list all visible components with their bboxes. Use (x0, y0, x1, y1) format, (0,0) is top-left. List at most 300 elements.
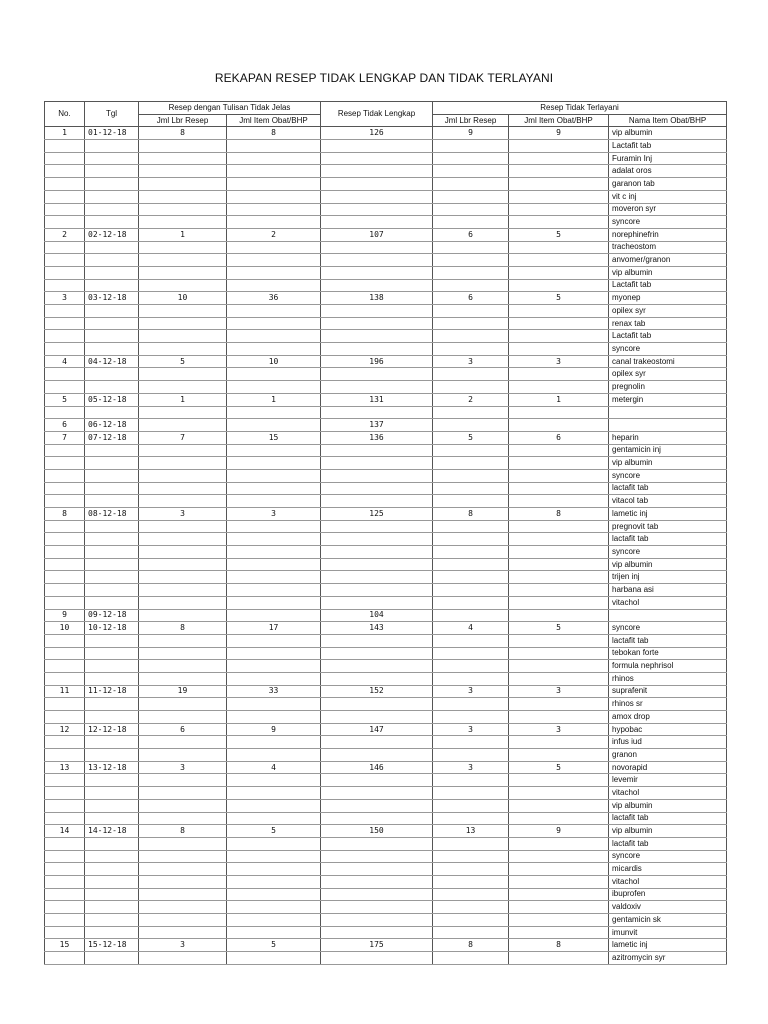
cell-terlayani-jml-lbr (433, 596, 509, 609)
cell-jelas-jml-item (227, 165, 321, 178)
cell-terlayani-jml-lbr (433, 254, 509, 267)
cell-tgl: 07-12-18 (85, 431, 139, 444)
cell-tgl (85, 254, 139, 267)
cell-terlayani-jml-item (509, 317, 609, 330)
cell-terlayani-jml-lbr: 9 (433, 127, 509, 140)
cell-terlayani-jml-item (509, 596, 609, 609)
rekap-table (44, 101, 727, 965)
cell-terlayani-nama-item: norephinefrin (609, 228, 727, 241)
cell-jelas-jml-lbr (139, 596, 227, 609)
cell-jelas-jml-lbr (139, 787, 227, 800)
table-row-item (45, 368, 727, 381)
cell-terlayani-nama-item: lactafit tab (609, 634, 727, 647)
cell-terlayani-jml-lbr (433, 901, 509, 914)
cell-resep-tidak-lengkap (321, 216, 433, 229)
cell-resep-tidak-lengkap (321, 152, 433, 165)
header-terlayani-jml-lbr: Jml Lbr Resep (433, 114, 509, 127)
table-row-day (45, 228, 727, 241)
cell-terlayani-nama-item: rhinos (609, 672, 727, 685)
cell-terlayani-jml-item (509, 279, 609, 292)
cell-jelas-jml-item (227, 343, 321, 356)
cell-no (45, 152, 85, 165)
cell-jelas-jml-lbr (139, 837, 227, 850)
cell-jelas-jml-lbr (139, 203, 227, 216)
cell-tgl (85, 952, 139, 965)
cell-terlayani-nama-item: opilex syr (609, 368, 727, 381)
cell-terlayani-nama-item: vip albumin (609, 127, 727, 140)
cell-resep-tidak-lengkap (321, 165, 433, 178)
cell-no (45, 787, 85, 800)
cell-terlayani-jml-item (509, 165, 609, 178)
table-row-item (45, 279, 727, 292)
cell-jelas-jml-item (227, 711, 321, 724)
cell-jelas-jml-item (227, 317, 321, 330)
cell-jelas-jml-lbr: 5 (139, 355, 227, 368)
cell-terlayani-nama-item: micardis (609, 863, 727, 876)
cell-jelas-jml-lbr (139, 190, 227, 203)
cell-terlayani-nama-item: imunvit (609, 926, 727, 939)
table-row-item (45, 952, 727, 965)
cell-terlayani-jml-item (509, 799, 609, 812)
cell-terlayani-nama-item: novorapid (609, 761, 727, 774)
cell-terlayani-nama-item: renax tab (609, 317, 727, 330)
cell-no (45, 837, 85, 850)
cell-no (45, 266, 85, 279)
cell-no (45, 914, 85, 927)
table-row-item (45, 520, 727, 533)
header-group-tidak-terlayani: Resep Tidak Terlayani (433, 102, 727, 115)
cell-terlayani-jml-lbr (433, 558, 509, 571)
cell-terlayani-nama-item: anvomer/granon (609, 254, 727, 267)
cell-no (45, 711, 85, 724)
cell-terlayani-jml-item (509, 609, 609, 622)
cell-jelas-jml-item (227, 178, 321, 191)
table-row-item (45, 837, 727, 850)
cell-tgl: 02-12-18 (85, 228, 139, 241)
cell-resep-tidak-lengkap (321, 711, 433, 724)
cell-jelas-jml-item (227, 634, 321, 647)
cell-resep-tidak-lengkap (321, 406, 433, 419)
cell-jelas-jml-item: 2 (227, 228, 321, 241)
cell-terlayani-jml-item: 3 (509, 355, 609, 368)
cell-resep-tidak-lengkap (321, 140, 433, 153)
cell-jelas-jml-lbr: 1 (139, 393, 227, 406)
cell-terlayani-nama-item: vitachol (609, 875, 727, 888)
cell-terlayani-nama-item: Lactafit tab (609, 330, 727, 343)
cell-terlayani-jml-lbr (433, 660, 509, 673)
cell-terlayani-jml-lbr: 8 (433, 508, 509, 521)
table-row-item (45, 533, 727, 546)
table-header (45, 102, 727, 127)
cell-no (45, 241, 85, 254)
cell-resep-tidak-lengkap (321, 863, 433, 876)
cell-jelas-jml-item (227, 203, 321, 216)
cell-no: 12 (45, 723, 85, 736)
table-row-item (45, 774, 727, 787)
cell-terlayani-nama-item: amox drop (609, 711, 727, 724)
cell-jelas-jml-lbr (139, 850, 227, 863)
cell-resep-tidak-lengkap (321, 571, 433, 584)
cell-tgl (85, 736, 139, 749)
table-row-item (45, 863, 727, 876)
cell-terlayani-jml-lbr: 4 (433, 622, 509, 635)
cell-no (45, 774, 85, 787)
cell-resep-tidak-lengkap (321, 444, 433, 457)
cell-no (45, 406, 85, 419)
cell-jelas-jml-item (227, 698, 321, 711)
cell-tgl (85, 850, 139, 863)
cell-resep-tidak-lengkap: 104 (321, 609, 433, 622)
cell-no (45, 254, 85, 267)
cell-resep-tidak-lengkap (321, 634, 433, 647)
cell-jelas-jml-item (227, 672, 321, 685)
cell-jelas-jml-lbr (139, 901, 227, 914)
cell-terlayani-jml-lbr (433, 457, 509, 470)
cell-jelas-jml-lbr (139, 317, 227, 330)
cell-resep-tidak-lengkap (321, 241, 433, 254)
cell-jelas-jml-item (227, 406, 321, 419)
cell-jelas-jml-item (227, 558, 321, 571)
cell-tgl (85, 749, 139, 762)
cell-terlayani-jml-item (509, 203, 609, 216)
cell-terlayani-nama-item: vip albumin (609, 558, 727, 571)
cell-jelas-jml-lbr (139, 546, 227, 559)
cell-terlayani-jml-lbr (433, 698, 509, 711)
cell-jelas-jml-lbr (139, 533, 227, 546)
cell-terlayani-nama-item: heparin (609, 431, 727, 444)
cell-terlayani-jml-lbr (433, 190, 509, 203)
cell-no (45, 305, 85, 318)
cell-jelas-jml-item: 15 (227, 431, 321, 444)
cell-jelas-jml-lbr (139, 736, 227, 749)
cell-terlayani-nama-item: syncore (609, 850, 727, 863)
cell-terlayani-jml-item (509, 305, 609, 318)
cell-tgl: 12-12-18 (85, 723, 139, 736)
cell-terlayani-nama-item: syncore (609, 546, 727, 559)
cell-jelas-jml-lbr (139, 178, 227, 191)
cell-terlayani-jml-item (509, 647, 609, 660)
cell-terlayani-jml-item (509, 634, 609, 647)
cell-resep-tidak-lengkap (321, 749, 433, 762)
cell-no (45, 926, 85, 939)
cell-terlayani-nama-item: syncore (609, 622, 727, 635)
cell-terlayani-nama-item: lametic inj (609, 508, 727, 521)
cell-terlayani-nama-item: infus iud (609, 736, 727, 749)
cell-resep-tidak-lengkap (321, 952, 433, 965)
cell-resep-tidak-lengkap (321, 203, 433, 216)
cell-terlayani-jml-item: 9 (509, 825, 609, 838)
cell-jelas-jml-item (227, 419, 321, 432)
table-row-day (45, 431, 727, 444)
cell-terlayani-nama-item: hypobac (609, 723, 727, 736)
cell-jelas-jml-lbr (139, 609, 227, 622)
cell-terlayani-jml-item: 3 (509, 685, 609, 698)
cell-terlayani-jml-item (509, 444, 609, 457)
cell-resep-tidak-lengkap (321, 558, 433, 571)
cell-terlayani-nama-item: tebokan forte (609, 647, 727, 660)
cell-terlayani-nama-item: lametic inj (609, 939, 727, 952)
cell-terlayani-nama-item: lactafit tab (609, 482, 727, 495)
cell-terlayani-nama-item (609, 419, 727, 432)
cell-jelas-jml-item (227, 914, 321, 927)
cell-resep-tidak-lengkap (321, 266, 433, 279)
cell-terlayani-jml-lbr (433, 330, 509, 343)
cell-terlayani-jml-item: 6 (509, 431, 609, 444)
cell-jelas-jml-lbr (139, 495, 227, 508)
cell-terlayani-jml-lbr (433, 584, 509, 597)
cell-tgl (85, 596, 139, 609)
cell-no (45, 584, 85, 597)
table-row-item (45, 457, 727, 470)
cell-tgl (85, 520, 139, 533)
cell-terlayani-jml-item (509, 254, 609, 267)
cell-terlayani-nama-item: canal trakeostomi (609, 355, 727, 368)
cell-resep-tidak-lengkap (321, 190, 433, 203)
cell-no (45, 279, 85, 292)
cell-no: 8 (45, 508, 85, 521)
cell-no: 7 (45, 431, 85, 444)
cell-terlayani-jml-item (509, 419, 609, 432)
table-row-item (45, 558, 727, 571)
cell-jelas-jml-lbr (139, 672, 227, 685)
cell-terlayani-jml-item (509, 368, 609, 381)
cell-tgl (85, 152, 139, 165)
cell-terlayani-jml-item: 5 (509, 228, 609, 241)
cell-terlayani-jml-item (509, 457, 609, 470)
cell-terlayani-jml-item: 9 (509, 127, 609, 140)
cell-resep-tidak-lengkap (321, 584, 433, 597)
header-no: No. (45, 102, 85, 127)
cell-tgl (85, 660, 139, 673)
cell-terlayani-jml-item (509, 774, 609, 787)
cell-terlayani-jml-item: 5 (509, 292, 609, 305)
cell-tgl (85, 482, 139, 495)
cell-terlayani-jml-item (509, 381, 609, 394)
cell-no (45, 520, 85, 533)
table-row-item (45, 799, 727, 812)
cell-terlayani-jml-lbr (433, 305, 509, 318)
cell-terlayani-nama-item: lactafit tab (609, 812, 727, 825)
cell-resep-tidak-lengkap (321, 647, 433, 660)
cell-tgl (85, 647, 139, 660)
cell-resep-tidak-lengkap: 126 (321, 127, 433, 140)
cell-terlayani-jml-lbr: 3 (433, 723, 509, 736)
cell-tgl (85, 533, 139, 546)
cell-jelas-jml-item (227, 571, 321, 584)
cell-terlayani-nama-item: valdoxiv (609, 901, 727, 914)
cell-jelas-jml-item (227, 330, 321, 343)
cell-terlayani-jml-lbr (433, 787, 509, 800)
cell-resep-tidak-lengkap (321, 837, 433, 850)
table-row-day (45, 508, 727, 521)
table-row-day (45, 685, 727, 698)
cell-terlayani-nama-item: vip albumin (609, 266, 727, 279)
cell-no (45, 850, 85, 863)
cell-no (45, 698, 85, 711)
cell-no (45, 571, 85, 584)
cell-no (45, 482, 85, 495)
cell-no (45, 736, 85, 749)
cell-jelas-jml-lbr (139, 457, 227, 470)
cell-terlayani-jml-lbr: 6 (433, 292, 509, 305)
table-row-item (45, 216, 727, 229)
cell-terlayani-jml-lbr (433, 799, 509, 812)
table-row-item (45, 787, 727, 800)
cell-resep-tidak-lengkap (321, 317, 433, 330)
cell-no (45, 140, 85, 153)
cell-terlayani-jml-lbr (433, 343, 509, 356)
cell-jelas-jml-item: 1 (227, 393, 321, 406)
cell-jelas-jml-lbr (139, 558, 227, 571)
cell-jelas-jml-lbr (139, 381, 227, 394)
cell-terlayani-nama-item: vip albumin (609, 825, 727, 838)
table-row-item (45, 266, 727, 279)
header-jelas-jml-lbr: Jml Lbr Resep (139, 114, 227, 127)
cell-tgl: 05-12-18 (85, 393, 139, 406)
cell-resep-tidak-lengkap: 136 (321, 431, 433, 444)
cell-no (45, 203, 85, 216)
cell-terlayani-jml-lbr (433, 317, 509, 330)
cell-resep-tidak-lengkap (321, 381, 433, 394)
table-row-item (45, 850, 727, 863)
cell-terlayani-jml-lbr: 3 (433, 685, 509, 698)
cell-terlayani-jml-lbr: 6 (433, 228, 509, 241)
cell-tgl (85, 216, 139, 229)
cell-tgl (85, 305, 139, 318)
cell-terlayani-nama-item: formula nephrisol (609, 660, 727, 673)
cell-tgl (85, 241, 139, 254)
cell-terlayani-jml-lbr (433, 850, 509, 863)
cell-tgl (85, 698, 139, 711)
cell-terlayani-nama-item: pregnolin (609, 381, 727, 394)
cell-resep-tidak-lengkap: 146 (321, 761, 433, 774)
cell-resep-tidak-lengkap (321, 901, 433, 914)
cell-jelas-jml-lbr (139, 863, 227, 876)
cell-terlayani-jml-lbr (433, 495, 509, 508)
cell-tgl (85, 672, 139, 685)
cell-tgl: 06-12-18 (85, 419, 139, 432)
cell-resep-tidak-lengkap (321, 926, 433, 939)
cell-resep-tidak-lengkap (321, 343, 433, 356)
table-row-item (45, 241, 727, 254)
cell-terlayani-jml-lbr (433, 812, 509, 825)
cell-resep-tidak-lengkap (321, 520, 433, 533)
cell-terlayani-nama-item: suprafenit (609, 685, 727, 698)
cell-tgl (85, 799, 139, 812)
cell-jelas-jml-item (227, 482, 321, 495)
cell-terlayani-jml-item (509, 152, 609, 165)
cell-jelas-jml-item (227, 875, 321, 888)
cell-jelas-jml-item (227, 305, 321, 318)
cell-resep-tidak-lengkap (321, 812, 433, 825)
cell-terlayani-nama-item: myonep (609, 292, 727, 305)
cell-resep-tidak-lengkap: 196 (321, 355, 433, 368)
table-row-day (45, 622, 727, 635)
cell-no: 11 (45, 685, 85, 698)
table-row-item (45, 317, 727, 330)
table-row-item (45, 482, 727, 495)
cell-jelas-jml-item (227, 609, 321, 622)
cell-no (45, 533, 85, 546)
cell-jelas-jml-lbr (139, 634, 227, 647)
table-row-item (45, 178, 727, 191)
cell-jelas-jml-item: 17 (227, 622, 321, 635)
table-row-item (45, 406, 727, 419)
cell-resep-tidak-lengkap: 131 (321, 393, 433, 406)
cell-resep-tidak-lengkap (321, 533, 433, 546)
cell-tgl: 11-12-18 (85, 685, 139, 698)
cell-tgl: 03-12-18 (85, 292, 139, 305)
cell-terlayani-jml-lbr (433, 672, 509, 685)
cell-tgl: 13-12-18 (85, 761, 139, 774)
cell-no (45, 888, 85, 901)
cell-terlayani-nama-item: Lactafit tab (609, 140, 727, 153)
cell-terlayani-jml-item (509, 406, 609, 419)
cell-jelas-jml-lbr (139, 952, 227, 965)
cell-jelas-jml-item (227, 381, 321, 394)
table-row-item (45, 140, 727, 153)
table-row-item (45, 190, 727, 203)
table-row-item (45, 711, 727, 724)
cell-resep-tidak-lengkap (321, 672, 433, 685)
cell-terlayani-jml-lbr: 5 (433, 431, 509, 444)
cell-jelas-jml-lbr (139, 305, 227, 318)
cell-terlayani-jml-item (509, 216, 609, 229)
cell-resep-tidak-lengkap (321, 660, 433, 673)
cell-jelas-jml-item (227, 469, 321, 482)
cell-no (45, 330, 85, 343)
cell-terlayani-jml-item (509, 241, 609, 254)
cell-jelas-jml-item (227, 736, 321, 749)
cell-tgl (85, 190, 139, 203)
cell-terlayani-jml-item: 8 (509, 939, 609, 952)
cell-terlayani-jml-lbr (433, 482, 509, 495)
cell-jelas-jml-lbr (139, 216, 227, 229)
cell-no: 9 (45, 609, 85, 622)
cell-jelas-jml-item (227, 584, 321, 597)
table-row-item (45, 584, 727, 597)
cell-no: 13 (45, 761, 85, 774)
cell-terlayani-jml-item: 5 (509, 761, 609, 774)
cell-no (45, 596, 85, 609)
cell-terlayani-jml-lbr (433, 749, 509, 762)
cell-terlayani-nama-item: pregnovit tab (609, 520, 727, 533)
cell-terlayani-jml-item (509, 901, 609, 914)
cell-resep-tidak-lengkap (321, 546, 433, 559)
table-body (45, 127, 727, 964)
header-terlayani-nama-item: Nama Item Obat/BHP (609, 114, 727, 127)
cell-tgl (85, 787, 139, 800)
cell-terlayani-jml-lbr (433, 863, 509, 876)
cell-jelas-jml-item: 5 (227, 939, 321, 952)
cell-no (45, 469, 85, 482)
cell-no: 10 (45, 622, 85, 635)
header-tgl: Tgl (85, 102, 139, 127)
table-row-day (45, 723, 727, 736)
cell-resep-tidak-lengkap: 150 (321, 825, 433, 838)
cell-terlayani-jml-lbr (433, 711, 509, 724)
cell-jelas-jml-item (227, 799, 321, 812)
cell-tgl (85, 317, 139, 330)
table-row-day (45, 292, 727, 305)
cell-jelas-jml-lbr (139, 875, 227, 888)
table-row-day (45, 825, 727, 838)
cell-terlayani-jml-item (509, 952, 609, 965)
table-row-item (45, 546, 727, 559)
cell-no (45, 368, 85, 381)
cell-no (45, 952, 85, 965)
cell-jelas-jml-item (227, 660, 321, 673)
